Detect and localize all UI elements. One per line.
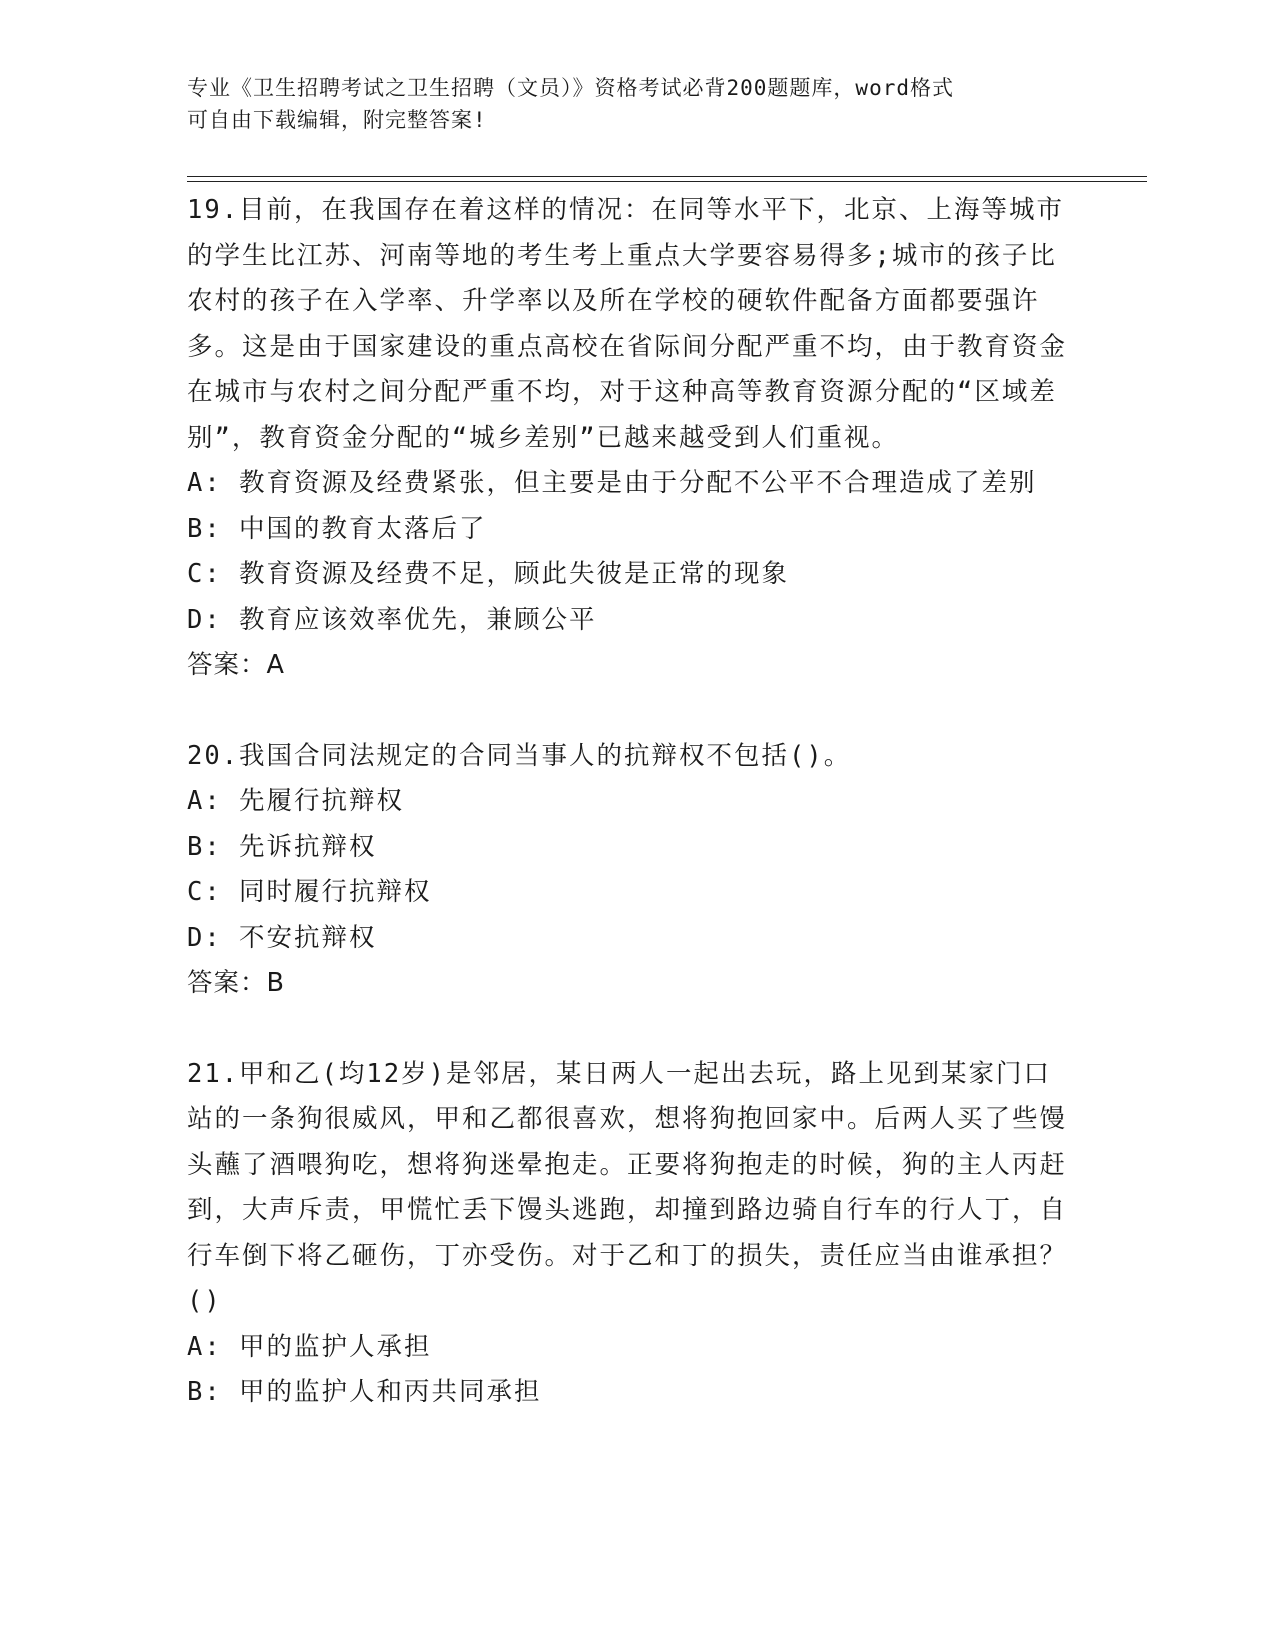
header-line-2: 可自由下载编辑，附完整答案! <box>187 108 487 132</box>
question-19 <box>187 188 1077 689</box>
option-a: A: 甲的监护人承担 <box>187 1331 432 1362</box>
header-line-1: 专业《卫生招聘考试之卫生招聘（文员）》资格考试必背200题题库，word格式 <box>187 76 954 100</box>
question-stem: 19.目前，在我国存在着这样的情况：在同等水平下，北京、上海等城市的学生比江苏、河南等地的考生考上重点大学要容易得多;城市的孩子比农村的孩子在入学率、升学率以及所在学校的硬软件配备方面都要强许多。这是由于国家建设的重点高校在省际间分配严重不均，由于教育资金在城市与农村之间分配严重不均，对于这种高等教育资源分配的“区域差别”，教育资金分配的“城乡差别”已越来越受到人们重视。 <box>187 195 1068 453</box>
option-d: D: 不安抗辩权 <box>187 922 377 953</box>
option-c: C: 同时履行抗辩权 <box>187 877 432 907</box>
question-20 <box>187 734 1077 1007</box>
answer-line: 答案：B <box>187 968 285 998</box>
header-divider-bottom <box>187 181 1147 182</box>
option-b: B: 先诉抗辩权 <box>187 831 377 862</box>
option-d: D: 教育应该效率优先，兼顾公平 <box>187 604 597 635</box>
option-c: C: 教育资源及经费不足，顾此失彼是正常的现象 <box>187 559 790 589</box>
answer-line: 答案：A <box>187 650 285 680</box>
option-a: A: 先履行抗辩权 <box>187 786 405 816</box>
question-stem: 21.甲和乙(均12岁)是邻居，某日两人一起出去玩，路上见到某家门口站的一条狗很威风，甲和乙都很喜欢，想将狗抱回家中。后两人买了些馒头蘸了酒喂狗吃，想将狗迷晕抱走。正要将狗抱走的时候，狗的主人丙赶到，大声斥责，甲慌忙丢下馒头逃跑，却撞到路边骑自行车的行人丁，自行车倒下将乙砸伤，丁亦受伤。对于乙和丁的损失，责任应当由谁承担？() <box>187 1058 1068 1316</box>
question-stem: 20.我国合同法规定的合同当事人的抗辩权不包括()。 <box>187 740 852 771</box>
option-b: B: 甲的监护人和丙共同承担 <box>187 1377 542 1407</box>
header-divider-top <box>187 176 1147 177</box>
option-b: B: 中国的教育太落后了 <box>187 513 487 544</box>
option-a: A: 教育资源及经费紧张，但主要是由于分配不公平不合理造成了差别 <box>187 468 1037 498</box>
question-21 <box>187 1052 1077 1416</box>
page-header <box>187 72 1067 136</box>
question-list <box>187 188 1077 1416</box>
